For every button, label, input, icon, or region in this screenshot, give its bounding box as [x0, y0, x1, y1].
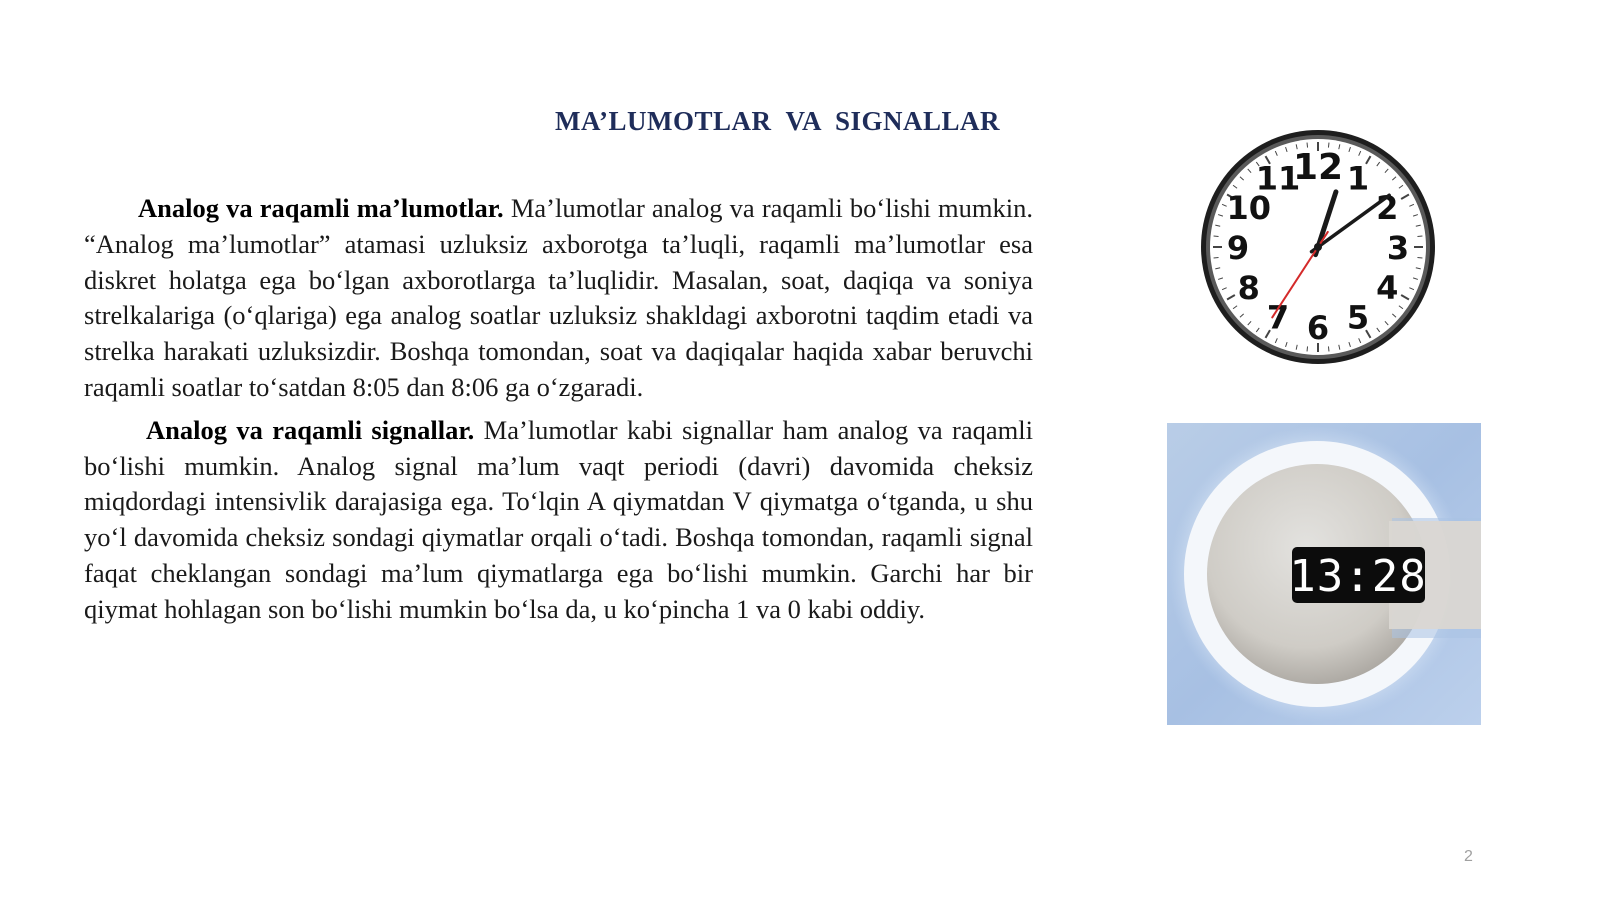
clock-numeral: 11 [1255, 159, 1301, 198]
clock-tick [1214, 257, 1219, 258]
clock-tick [1214, 236, 1219, 237]
clock-numeral: 4 [1376, 269, 1399, 307]
clock-numeral: 6 [1306, 309, 1330, 347]
slide-title: MA’LUMOTLAR VA SIGNALLAR [555, 106, 1001, 136]
clock-tick [1417, 236, 1422, 237]
clock-numeral: 8 [1237, 269, 1260, 307]
digital-clock-image [1167, 423, 1481, 725]
body-text [84, 191, 1033, 628]
paragraph-analog-signals [84, 413, 1033, 628]
paragraph-analog-data [84, 191, 1033, 406]
clock-tick [1328, 346, 1329, 351]
clock-numeral: 10 [1226, 189, 1271, 227]
clock-numeral: 7 [1266, 298, 1290, 337]
paragraph-text: Ma’lumotlar kabi signallar ham analog va raqamli bo‘lishi mumkin. Analog signal ma’lum vaqt periodi (davri) davomida cheksiz miqdordagi intensivlik darajasiga ega. To‘lqin A qiymatdan V qiymatga o‘tganda, u shu yo‘l davomida cheksiz sondagi qiymatlar orqali o‘tadi. Boshqa tomondan, raqamli signal faqat cheklangan sondagi ma’lum qiymatlarga ega bo‘lishi mumkin. Garchi har bir qiymat hohlagan son bo‘lishi mumkin bo‘lsa da, u ko‘pincha 1 va 0 kabi oddiy. [84, 414, 1033, 624]
clock-numeral: 2 [1376, 189, 1399, 227]
clock-center-pin [1314, 243, 1322, 251]
clock-tick [1417, 257, 1422, 258]
paragraph-heading: Analog va raqamli ma’lumotlar. [138, 193, 504, 223]
clock-tick [1307, 346, 1308, 351]
clock-numeral: 5 [1346, 298, 1370, 337]
clock-numeral: 9 [1226, 229, 1250, 267]
clock-numeral: 12 [1292, 147, 1344, 188]
analog-clock-image [1197, 126, 1439, 368]
clock-numeral: 1 [1346, 159, 1370, 198]
paragraph-text: Ma’lumotlar analog va raqamli bo‘lishi mumkin. “Analog ma’lumotlar” atamasi uzluksiz axborotga ta’luqli, raqamli ma’lumotlar esa diskret holatga ega bo‘lgan axborotlarga ta’luqlidir. Masalan, soat, daqiqa va soniya strelkalariga (o‘qlariga) ega analog soatlar uzluksiz shakldagi axborotni taqdim etadi va strelka harakati uzluksizdir. Boshqa tomondan, soat va daqiqalar haqida xabar beruvchi raqamli soatlar to‘satdan 8:05 dan 8:06 ga o‘zgaradi. [84, 193, 1033, 402]
digital-time: 13:28 [1289, 551, 1427, 602]
clock-numeral: 3 [1386, 229, 1410, 267]
paragraph-heading: Analog va raqamli signallar. [146, 414, 475, 445]
page-number: 2 [1464, 848, 1473, 865]
